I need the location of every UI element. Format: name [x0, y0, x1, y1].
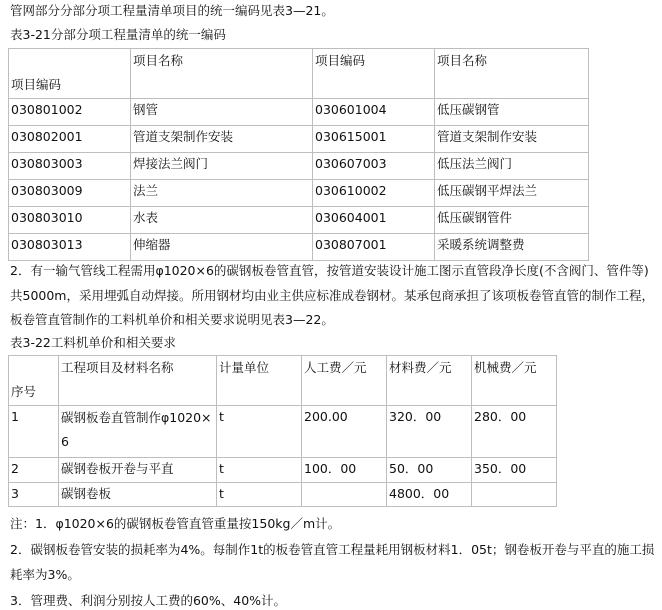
- table-cell: 030610002: [313, 180, 435, 207]
- header-name-a: 项目名称: [133, 53, 184, 68]
- header-code-b: 项目编码: [315, 53, 366, 68]
- header-cell: [302, 356, 387, 406]
- header-cell: [9, 356, 59, 406]
- table-cell: 管道支架制作安装: [131, 126, 313, 153]
- table-row: [9, 406, 557, 458]
- table-header-row: [9, 356, 557, 406]
- table-cell: 320．00: [387, 406, 472, 458]
- table-cell: 伸缩器: [131, 234, 313, 261]
- table-row: [9, 126, 589, 153]
- header-cell: [9, 49, 131, 99]
- table-cell: 水表: [131, 207, 313, 234]
- table-cell: 法兰: [131, 180, 313, 207]
- table2-caption: 表3-22工料机单价和相关要求: [10, 335, 176, 350]
- header-cell: [313, 49, 435, 99]
- header-unit: 计量单位: [219, 360, 270, 375]
- table-cell: 钢管: [131, 99, 313, 126]
- paragraph-2: 2．有一输气管线工程需用φ1020×6的碳钢板卷管直管，按管道安装设计施工图示直管段净长度(不含阀门、管件等)共5000m，采用埋弧自动焊接。所用钢材均由业主供应标准成卷钢材。某承包商承担了该项板卷管直管的制作工程，板卷管直管制作的工料机单价和相关要求说明见表3—22。: [10, 263, 654, 327]
- header-cell: [387, 356, 472, 406]
- unit-price-table: [8, 355, 557, 507]
- table-cell: 280．00: [472, 406, 557, 458]
- table-cell: 1: [9, 406, 59, 458]
- note-2: 2．碳钢板卷管安装的损耗率为4%。每制作1t的板卷管直管工程量耗用钢板材料1．05t；钢卷板开卷与平直的施工损耗率为3%。: [10, 542, 655, 582]
- table-header-row: [9, 49, 589, 99]
- table-row: [9, 99, 589, 126]
- table-cell: t: [217, 406, 302, 458]
- table-cell: 低压碳钢管: [435, 99, 589, 126]
- table-cell: t: [217, 458, 302, 483]
- header-item: 工程项目及材料名称: [61, 360, 174, 375]
- table-cell: 低压碳钢平焊法兰: [435, 180, 589, 207]
- table-cell: 3: [9, 483, 59, 507]
- intro-text: 管网部分分部分项工程量清单项目的统一编码见表3—21。: [10, 3, 334, 18]
- table-cell: 030807001: [313, 234, 435, 261]
- table-cell: 030601004: [313, 99, 435, 126]
- header-cell: [59, 356, 217, 406]
- table-cell: t: [217, 483, 302, 507]
- table-cell: 200.00: [302, 406, 387, 458]
- table-cell: 焊接法兰阀门: [131, 153, 313, 180]
- header-name-b: 项目名称: [437, 53, 488, 68]
- note-1: 注：1．φ1020×6的碳钢板卷管直管重量按150kg／m计。: [10, 516, 341, 531]
- header-cell: [472, 356, 557, 406]
- table-cell: 采暖系统调整费: [435, 234, 589, 261]
- table-row: [9, 234, 589, 261]
- header-code-a: 项目编码: [11, 77, 62, 92]
- header-machine: 机械费／元: [474, 360, 537, 375]
- table-cell: 4800．00: [387, 483, 472, 507]
- table-row: [9, 180, 589, 207]
- table-cell: [472, 483, 557, 507]
- table-cell: 030802001: [9, 126, 131, 153]
- table-row: [9, 458, 557, 483]
- table-cell: [302, 483, 387, 507]
- table-cell: 030615001: [313, 126, 435, 153]
- table-cell: 2: [9, 458, 59, 483]
- header-cell: [217, 356, 302, 406]
- table-cell: 030803010: [9, 207, 131, 234]
- table-row: [9, 207, 589, 234]
- table-cell: 低压法兰阀门: [435, 153, 589, 180]
- table-cell: 碳钢卷板开卷与平直: [59, 458, 217, 483]
- table-row: [9, 483, 557, 507]
- table-cell: 350．00: [472, 458, 557, 483]
- table-cell: 碳钢卷板: [59, 483, 217, 507]
- table1-caption: 表3-21分部分项工程量清单的统一编码: [10, 27, 226, 42]
- table-cell: 030607003: [313, 153, 435, 180]
- header-cell: [131, 49, 313, 99]
- table-cell: 030803009: [9, 180, 131, 207]
- table-cell: 030604001: [313, 207, 435, 234]
- table-cell: 低压碳钢管件: [435, 207, 589, 234]
- note-3: 3．管理费、利润分别按人工费的60%、40%计。: [10, 593, 287, 608]
- table-cell: 100．00: [302, 458, 387, 483]
- table-cell: 50．00: [387, 458, 472, 483]
- header-cell: [435, 49, 589, 99]
- code-table: [8, 48, 589, 261]
- header-material: 材料费／元: [389, 360, 452, 375]
- table-cell: 碳钢板卷直管制作φ1020×6: [59, 406, 217, 458]
- header-seq: 序号: [11, 384, 37, 399]
- table-row: [9, 153, 589, 180]
- table-cell: 030803003: [9, 153, 131, 180]
- header-labor: 人工费／元: [304, 360, 367, 375]
- table-cell: 030801002: [9, 99, 131, 126]
- table-cell: 030803013: [9, 234, 131, 261]
- table-cell: 管道支架制作安装: [435, 126, 589, 153]
